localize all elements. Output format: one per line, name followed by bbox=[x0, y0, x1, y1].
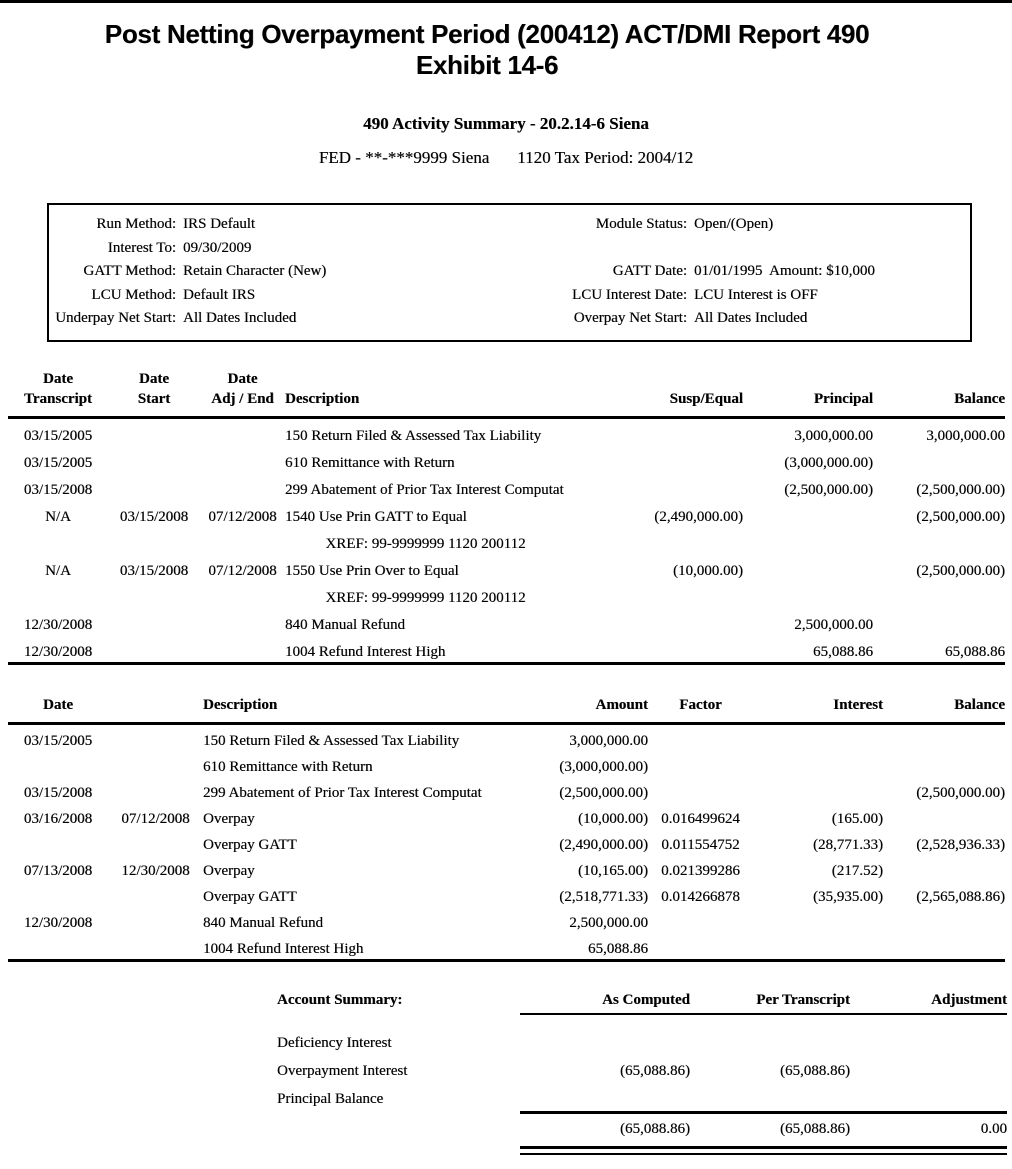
table-cell: (10,165.00) bbox=[578, 862, 648, 879]
report-body bbox=[0, 369, 1012, 962]
column-header-per-transcript: Per Transcript bbox=[756, 991, 850, 1008]
report-title-line1: Post Netting Overpayment Period (200412) ACT/DMI Report 490 bbox=[104, 19, 870, 49]
table-cell: 3,000,000.00 bbox=[569, 732, 648, 749]
table-cell: Overpay GATT bbox=[203, 836, 297, 853]
header-line: Factor bbox=[679, 696, 722, 713]
table-cell: 0.011554752 bbox=[661, 836, 740, 853]
table-row bbox=[8, 803, 1005, 829]
report-title-line2: Exhibit 14-6 bbox=[415, 50, 559, 80]
table-cell: (65,088.86) bbox=[620, 1062, 690, 1079]
table-row bbox=[8, 777, 1005, 803]
table-cell: All Dates Included bbox=[183, 310, 297, 326]
table-row bbox=[277, 1053, 1007, 1081]
entity-tax-period: 1120 Tax Period: 2004/12 bbox=[517, 148, 694, 167]
column-header-susp-equal bbox=[563, 389, 743, 409]
table-cell: (3,000,000.00) bbox=[559, 758, 648, 775]
table-cell: N/A bbox=[45, 508, 71, 525]
table-row bbox=[8, 500, 1005, 527]
table-cell: 03/15/2008 bbox=[23, 784, 93, 801]
table-cell: LCU Interest Date: bbox=[572, 286, 687, 303]
table-cell: 03/15/2005 bbox=[23, 427, 93, 444]
table-row bbox=[8, 581, 1005, 608]
table-cell: 2,500,000.00 bbox=[569, 914, 648, 931]
table-row bbox=[8, 473, 1005, 500]
table-cell: 840 Manual Refund bbox=[285, 616, 405, 633]
table-cell: 150 Return Filed & Assessed Tax Liability bbox=[285, 427, 542, 444]
parameters-box-rows bbox=[49, 213, 970, 331]
column-header-adjustment: Adjustment bbox=[931, 991, 1007, 1008]
table-cell: (10,000.00) bbox=[578, 810, 648, 827]
table-bottom-rule bbox=[8, 662, 1005, 665]
table-cell: (2,518,771.33) bbox=[559, 888, 648, 905]
header-line: Principal bbox=[813, 390, 873, 407]
column-header-principal bbox=[743, 389, 873, 409]
header-line: Adj / End bbox=[211, 390, 274, 407]
table-row bbox=[49, 307, 970, 331]
interest-table-body bbox=[8, 725, 1005, 959]
table-cell: 3,000,000.00 bbox=[794, 427, 873, 444]
table-cell: N/A bbox=[45, 562, 71, 579]
table-cell: (2,500,000.00) bbox=[916, 784, 1005, 801]
column-header-balance bbox=[883, 695, 1005, 715]
table-cell: 2,500,000.00 bbox=[794, 616, 873, 633]
summary-total-per-transcript: (65,088.86) bbox=[780, 1120, 850, 1137]
header-line: Balance bbox=[954, 390, 1005, 407]
table-row bbox=[8, 907, 1005, 933]
table-cell: (2,500,000.00) bbox=[916, 481, 1005, 498]
table-cell: 65,088.86 bbox=[945, 643, 1005, 660]
table-cell: XREF: 99-9999999 1120 200112 bbox=[325, 535, 526, 552]
table-cell: 03/15/2008 bbox=[119, 562, 189, 579]
entity-line bbox=[0, 147, 1012, 168]
table-row bbox=[8, 635, 1005, 662]
header-line: Description bbox=[203, 696, 278, 713]
table-cell: (3,000,000.00) bbox=[784, 454, 873, 471]
table-cell: 150 Return Filed & Assessed Tax Liability bbox=[203, 732, 460, 749]
table-cell: Overpay Net Start: bbox=[573, 310, 687, 326]
table-cell: 299 Abatement of Prior Tax Interest Computat bbox=[285, 481, 564, 498]
table-cell: 0.014266878 bbox=[661, 888, 740, 905]
table-cell: 299 Abatement of Prior Tax Interest Computat bbox=[203, 784, 482, 801]
table-cell: Overpay bbox=[203, 810, 255, 827]
table-cell: LCU Method: bbox=[91, 286, 176, 303]
table-cell: Retain Character (New) bbox=[183, 263, 327, 279]
header-line: Date bbox=[139, 370, 169, 387]
account-summary-heading: Account Summary: bbox=[277, 991, 403, 1008]
table-row bbox=[277, 1081, 1007, 1109]
table-row bbox=[49, 213, 970, 237]
table-cell: (2,490,000.00) bbox=[559, 836, 648, 853]
table-row bbox=[8, 419, 1005, 446]
table-cell: (2,500,000.00) bbox=[559, 784, 648, 801]
table-cell: 65,088.86 bbox=[813, 643, 873, 660]
table-cell: (2,500,000.00) bbox=[784, 481, 873, 498]
header-line: Balance bbox=[954, 696, 1005, 713]
summary-total-as-computed: (65,088.86) bbox=[620, 1120, 690, 1137]
table-row bbox=[8, 855, 1005, 881]
table-cell: 07/13/2008 bbox=[23, 862, 93, 879]
table-cell: GATT Method: bbox=[83, 263, 176, 279]
table-cell: 0.016499624 bbox=[661, 810, 740, 827]
column-header-balance bbox=[873, 389, 1005, 409]
table-cell: 840 Manual Refund bbox=[203, 914, 323, 931]
table-cell: 07/12/2008 bbox=[208, 508, 277, 525]
account-summary bbox=[277, 990, 1007, 1155]
account-summary-header-row bbox=[277, 990, 1007, 1010]
interest-table-header-row bbox=[8, 695, 1005, 722]
table-cell: 01/01/1995 Amount: $10,000 bbox=[694, 263, 875, 279]
table-cell: 610 Remittance with Return bbox=[203, 758, 373, 775]
table-row bbox=[8, 933, 1005, 959]
table-row bbox=[8, 554, 1005, 581]
table-cell: 3,000,000.00 bbox=[926, 427, 1005, 444]
table-cell: (2,490,000.00) bbox=[654, 508, 743, 525]
table-cell: (10,000.00) bbox=[673, 562, 743, 579]
table-cell: 03/15/2005 bbox=[23, 454, 93, 471]
header-line: Start bbox=[137, 390, 171, 407]
header-line: Amount bbox=[595, 696, 648, 713]
table-cell: Default IRS bbox=[183, 286, 256, 303]
table-cell: 610 Remittance with Return bbox=[285, 454, 455, 471]
table-cell: (2,565,088.86) bbox=[916, 888, 1005, 905]
header-line: Date bbox=[43, 696, 73, 713]
table-cell: 12/30/2008 bbox=[121, 862, 190, 879]
table-cell: Open/(Open) bbox=[694, 216, 774, 232]
header-line: Interest bbox=[833, 696, 883, 713]
table-bottom-rule bbox=[8, 959, 1005, 962]
summary-total-adjustment: 0.00 bbox=[980, 1120, 1007, 1137]
table-cell: 12/30/2008 bbox=[23, 643, 93, 660]
table-cell: (2,528,936.33) bbox=[916, 836, 1005, 853]
column-header-interest bbox=[753, 695, 883, 715]
table-cell: 0.021399286 bbox=[661, 862, 740, 879]
header-line: Susp/Equal bbox=[669, 390, 743, 407]
parameters-box bbox=[47, 203, 972, 342]
summary-bottom-double-rule-2 bbox=[520, 1153, 1007, 1155]
table-row bbox=[8, 527, 1005, 554]
table-cell: Overpayment Interest bbox=[277, 1062, 408, 1079]
header-line: Date bbox=[227, 370, 258, 387]
table-cell: Module Status: bbox=[595, 216, 687, 232]
table-row bbox=[8, 608, 1005, 635]
table-cell: (2,500,000.00) bbox=[916, 508, 1005, 525]
table-row bbox=[49, 260, 970, 284]
table-cell: 12/30/2008 bbox=[23, 616, 93, 633]
table-cell: 03/16/2008 bbox=[23, 810, 93, 827]
table-cell: 12/30/2008 bbox=[23, 914, 93, 931]
account-summary-body bbox=[277, 1025, 1007, 1109]
table-cell: 03/15/2008 bbox=[23, 481, 93, 498]
table-cell: 1540 Use Prin GATT to Equal bbox=[285, 508, 467, 525]
table-cell: 03/15/2005 bbox=[23, 732, 93, 749]
column-header-description bbox=[203, 695, 541, 715]
column-header-date-transcript bbox=[8, 369, 108, 409]
table-cell: 09/30/2009 bbox=[183, 239, 252, 256]
entity-tin: FED - **-***9999 Siena bbox=[318, 148, 490, 167]
activity-summary-heading: 490 Activity Summary - 20.2.14-6 Siena bbox=[363, 114, 649, 133]
table-cell: Deficiency Interest bbox=[277, 1034, 392, 1051]
table-cell: 03/15/2008 bbox=[119, 508, 189, 525]
report-title bbox=[0, 19, 1012, 81]
table-cell: (35,935.00) bbox=[813, 888, 883, 905]
column-header-date bbox=[8, 695, 108, 715]
column-header-description bbox=[285, 389, 563, 409]
table-cell: (165.00) bbox=[831, 810, 883, 827]
table-cell: (28,771.33) bbox=[813, 836, 883, 853]
table-row bbox=[8, 751, 1005, 777]
table-cell: (217.52) bbox=[831, 862, 883, 879]
header-line: Date bbox=[43, 370, 73, 387]
table-cell: Underpay Net Start: bbox=[55, 310, 176, 326]
table-cell: Principal Balance bbox=[277, 1090, 384, 1107]
summary-totals-row bbox=[277, 1114, 1007, 1139]
table-row bbox=[49, 237, 970, 261]
table-row bbox=[277, 1025, 1007, 1053]
column-header-date-start bbox=[108, 369, 200, 409]
scan-edge-line bbox=[0, 0, 1012, 3]
table-cell: Overpay bbox=[203, 862, 255, 879]
table-cell: GATT Date: bbox=[612, 263, 687, 279]
summary-header-rule bbox=[520, 1013, 1007, 1015]
table-cell: XREF: 99-9999999 1120 200112 bbox=[325, 589, 526, 606]
column-header-as-computed: As Computed bbox=[602, 991, 690, 1008]
activity-table-header-row bbox=[8, 369, 1005, 416]
column-header-amount bbox=[541, 695, 648, 715]
table-cell: 1004 Refund Interest High bbox=[203, 940, 364, 957]
table-cell: (2,500,000.00) bbox=[916, 562, 1005, 579]
interest-computation-table bbox=[8, 695, 1005, 962]
column-header-date-adj-end bbox=[200, 369, 285, 409]
table-row bbox=[8, 881, 1005, 907]
table-cell: (65,088.86) bbox=[780, 1062, 850, 1079]
table-cell: 07/12/2008 bbox=[208, 562, 277, 579]
activity-table-body bbox=[8, 419, 1005, 662]
table-row bbox=[49, 284, 970, 308]
table-cell: IRS Default bbox=[183, 216, 256, 232]
table-cell: Run Method: bbox=[96, 216, 176, 232]
table-cell: 1550 Use Prin Over to Equal bbox=[285, 562, 459, 579]
table-row bbox=[8, 725, 1005, 751]
summary-bottom-double-rule-1 bbox=[520, 1146, 1007, 1149]
table-row bbox=[8, 446, 1005, 473]
table-row bbox=[8, 829, 1005, 855]
table-cell: 1004 Refund Interest High bbox=[285, 643, 446, 660]
table-cell: 07/12/2008 bbox=[121, 810, 190, 827]
table-cell: Overpay GATT bbox=[203, 888, 297, 905]
header-line: Transcript bbox=[23, 390, 93, 407]
table-cell: Interest To: bbox=[107, 239, 176, 256]
header-line: Description bbox=[285, 390, 360, 407]
activity-table bbox=[8, 369, 1005, 665]
table-cell: All Dates Included bbox=[694, 310, 808, 326]
column-header-factor bbox=[648, 695, 753, 715]
table-cell: LCU Interest is OFF bbox=[694, 286, 818, 303]
table-cell: 65,088.86 bbox=[588, 940, 648, 957]
